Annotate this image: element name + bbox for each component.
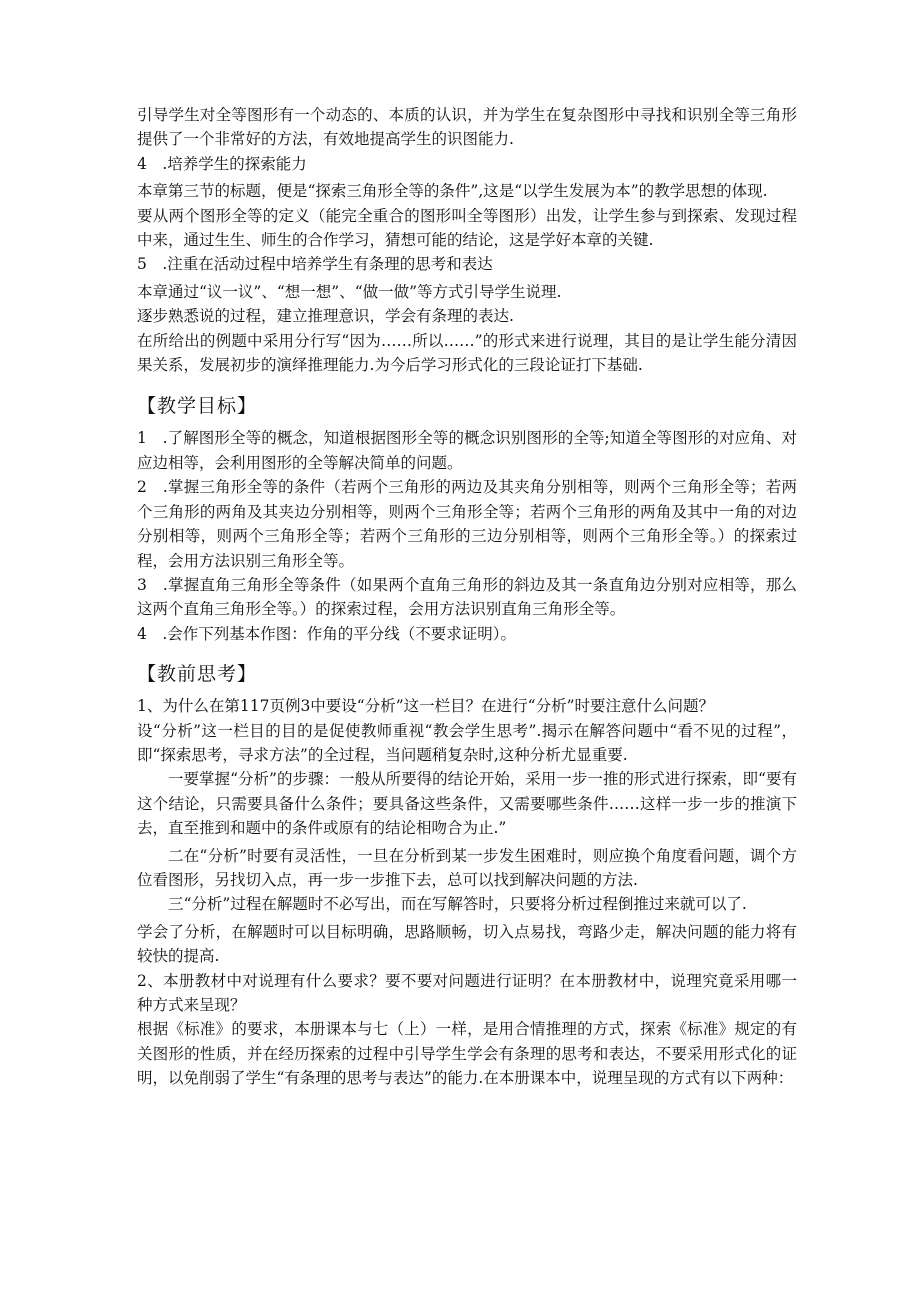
- answer-1-step-3: 三“分析”过程在解题时不必写出，而在写解答时，只要将分析过程倒推过来就可以了.: [168, 895, 747, 914]
- goal-item-3: 3 .掌握直角三角形全等条件（如果两个直角三角形的斜边及其一条直角边分别对应相等，那么这两个直角三角形全等。）的探索过程，会用方法识别直角三角形全等。: [137, 575, 797, 619]
- heading-teaching-goals: 【教学目标】: [137, 395, 258, 418]
- paragraph-reasoning: 逐步熟悉说的过程，建立推理意识，学会有条理的表达.: [137, 307, 514, 326]
- question-2: 2、本册教材中对说理有什么要求？要不要对问题进行证明？在本册教材中，说理究竟采用哪一种方式来呈现？: [137, 971, 797, 1014]
- document-page: [137, 103, 797, 1091]
- answer-2: 根据《标准》的要求，本册课本与七（上）一样，是用合情推理的方式，探索《标准》规定的有关图形的性质，并在经历探索的过程中引导学生学会有条理的思考和表达，不要采用形式化的证明，以免削弱了学生“有条理的思考与表达”的能力.在本册课本中，说理呈现的方式有以下两种：: [137, 1020, 797, 1088]
- paragraph-definition: 要从两个图形全等的定义（能完全重合的图形叫全等图形）出发，让学生参与到探索、发现过程中来，通过生生、师生的合作学习，猜想可能的结论，这是学好本章的关键.: [137, 206, 797, 250]
- item-5-title: 5 .注重在活动过程中培养学生有条理的思考和表达: [137, 255, 493, 274]
- goal-item-2: 2 .掌握三角形全等的条件（若两个三角形的两边及其夹角分别相等，则两个三角形全等；若两个三角形的两角及其夹边分别相等，则两个三角形全等；若两个三角形的两角及其中一角的对边分别相等，则两个三角形全等；若两个三角形的三边分别相等，则两个三角形全等。）的探索过程，会用方法识别三角形全等。: [137, 478, 797, 570]
- goal-item-4: 4 .会作下列基本作图：作角的平分线（不要求证明）。: [137, 624, 517, 643]
- answer-1-step-2: 二在“分析”时要有灵活性，一旦在分析到某一步发生困难时，则应换个角度看问题，调个方位看图形，另找切入点，再一步一步推下去，总可以找到解决问题的方法.: [137, 846, 797, 889]
- paragraph-discuss: 本章通过“议一议”、“想一想”、“做一做”等方式引导学生说理.: [137, 282, 562, 301]
- goal-item-1: 1 .了解图形全等的概念，知道根据图形全等的概念识别图形的全等;知道全等图形的对应角、对应边相等，会利用图形的全等解决简单的问题。: [137, 429, 797, 472]
- question-1: 1、为什么在第117页例3中要设“分析”这一栏目？在进行“分析”时要注意什么问题？: [137, 697, 715, 716]
- paragraph-examples: 在所给出的例题中采用分行写“因为……所以……”的形式来进行说理，其目的是让学生能分清因果关系，发展初步的演绎推理能力.为今后学习形式化的三段论证打下基础.: [137, 331, 797, 375]
- paragraph-intro: 引导学生对全等图形有一个动态的、本质的认识，并为学生在复杂图形中寻找和识别全等三角形提供了一个非常好的方法，有效地提高学生的识图能力.: [137, 106, 797, 149]
- heading-pre-teaching-thoughts: 【教前思考】: [137, 663, 258, 686]
- paragraph-section-title: 本章第三节的标题，便是“探索三角形全等的条件”,这是“以学生发展为本”的教学思想的体现.: [137, 182, 768, 201]
- answer-1-step-1: 一要掌握“分析”的步骤：一般从所要得的结论开始，采用一步一推的形式进行探索，即“要有这个结论，只需要具备什么条件；要具备这些条件，又需要哪些条件……这样一步一步的推演下去，直至推到和题中的条件或原有的结论相吻合为止.”: [137, 770, 797, 838]
- item-4-title: 4 .培养学生的探索能力: [137, 154, 307, 173]
- answer-1: 设“分析”这一栏目的目的是促使教师重视“教会学生思考”.揭示在解答问题中“看不见的过程”，即“探索思考，寻求方法”的全过程，当问题稍复杂时,这种分析尤显重要.: [137, 721, 797, 764]
- answer-1-conclusion: 学会了分析，在解题时可以目标明确，思路顺畅，切入点易找，弯路少走，解决问题的能力将有较快的提高.: [137, 922, 797, 966]
